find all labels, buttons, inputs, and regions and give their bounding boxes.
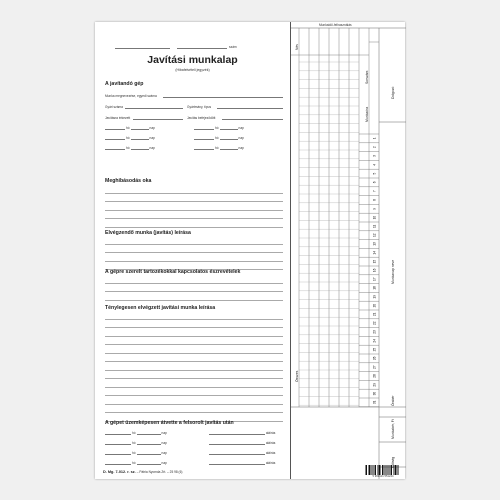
field-received-line[interactable]	[133, 119, 183, 120]
handover-row-4[interactable]: hó nap aláírás	[105, 460, 283, 465]
day-number: 7	[372, 190, 377, 193]
day-label: nap	[238, 136, 244, 140]
field-factory-label: Gyári száma	[105, 105, 123, 109]
day-number: 19	[372, 295, 377, 299]
barcode-bar	[395, 465, 396, 475]
signature-label: aláírás	[265, 431, 276, 435]
field-manufacturer-label: Gyártmány, típus	[187, 105, 212, 109]
number-line-1	[115, 48, 170, 49]
time-usage-panel	[290, 22, 406, 479]
field-factory-line[interactable]	[125, 108, 183, 109]
day-number: 31	[372, 400, 377, 405]
day-number: 3	[372, 155, 377, 157]
barcode-bar	[382, 465, 383, 475]
page-subtitle: (Hibafelvételi jegyzék)	[175, 68, 210, 72]
handover-row-1[interactable]: hó nap aláírás	[105, 430, 283, 435]
section-accessories-heading: A gépre szerelt tartozékokkal kapcsolatos észrevételek	[105, 269, 241, 275]
month-label: hó	[215, 136, 219, 140]
day-number: 13	[372, 242, 377, 246]
barcode-bar	[392, 465, 393, 475]
barcode-bar	[371, 465, 372, 475]
col-hours-label: Sorszám	[365, 70, 369, 84]
publisher-text: – Pátria Nyomda Zrt. – 25 98 (6)	[136, 470, 183, 474]
form-code: D. Mg. 7-012. r. sz.	[103, 470, 136, 474]
accessories-lines[interactable]	[105, 275, 283, 301]
time-usage-grid	[291, 22, 406, 479]
day-number: 30	[372, 391, 377, 396]
field-completed-label: Javítás befejeződött	[187, 116, 216, 120]
day-number: 6	[372, 181, 377, 184]
day-label: nap	[238, 126, 244, 130]
barcode-bar	[386, 465, 387, 475]
barcode-bar	[397, 465, 398, 475]
day-number: 22	[372, 321, 377, 325]
section-work-heading: Elvégzendő munka (javítás) leírása	[105, 230, 191, 236]
barcode-bar	[368, 465, 369, 475]
day-number: 8	[372, 199, 377, 201]
date-row-1	[105, 125, 283, 130]
col-name-label: Név	[295, 43, 299, 50]
barcode-bar	[373, 465, 374, 475]
barcode-bar	[381, 465, 382, 475]
day-number: 20	[372, 303, 377, 308]
day-number: 14	[372, 251, 377, 255]
day-number: 23	[372, 330, 377, 334]
day-number: 18	[372, 286, 377, 290]
barcode-bar	[370, 465, 371, 475]
month-label: hó	[215, 146, 219, 150]
form-left-column	[95, 22, 290, 479]
col-munkaora-label: Munkaóra	[365, 106, 369, 122]
date-row-3	[105, 145, 283, 150]
barcode-bar	[373, 465, 374, 475]
day-number: 10	[372, 215, 377, 220]
field-name-label: Munka megnevezése, egyedi száma	[105, 94, 157, 98]
barcode-bar	[369, 465, 370, 475]
field-name-line[interactable]	[163, 97, 283, 98]
barcode-bar	[367, 465, 368, 475]
number-line-2	[177, 48, 227, 49]
barcode-bar	[366, 465, 367, 475]
day-number: 15	[372, 259, 377, 264]
day-label: nap	[149, 126, 155, 130]
day-number: 27	[372, 365, 377, 369]
time-usage-header: Munkaidő-felhasználás	[319, 23, 352, 27]
field-manufacturer-line[interactable]	[217, 108, 283, 109]
day-number: 29	[372, 383, 377, 387]
field-completed-line[interactable]	[222, 119, 283, 120]
form-sheet	[95, 22, 405, 479]
barcode-bar	[396, 465, 397, 475]
section-failure-heading: Meghibásodás oka	[105, 178, 152, 184]
month-label: hó	[126, 136, 130, 140]
number-label: szám	[229, 45, 237, 49]
day-number: 24	[372, 339, 377, 343]
day-number: 17	[372, 277, 377, 281]
day-number: 26	[372, 356, 377, 361]
day-label: nap	[149, 136, 155, 140]
side-koltseg-label: Költség	[391, 456, 395, 468]
barcode-number: 5 999101 551244	[372, 475, 394, 478]
day-number: 16	[372, 268, 377, 273]
section-actual-heading: Ténylegesen elvégzett javítási munka leírása	[105, 305, 216, 311]
day-number: 11	[372, 224, 377, 229]
barcode-bar	[389, 465, 390, 475]
day-number: 4	[372, 163, 377, 166]
day-number: 25	[372, 347, 377, 352]
month-label: hó	[126, 146, 130, 150]
barcode-bar	[374, 465, 375, 475]
barcode-bar	[389, 465, 390, 475]
side-dolgozo-label: Dolgozó	[391, 86, 395, 99]
barcode-bar	[383, 465, 384, 475]
barcode-bar	[393, 465, 394, 475]
day-number: 1	[372, 137, 377, 140]
work-lines[interactable]	[105, 236, 283, 270]
date-row-2	[105, 135, 283, 140]
barcode-bar	[370, 465, 371, 475]
day-number: 2	[372, 146, 377, 149]
month-label: hó	[126, 126, 130, 130]
failure-lines[interactable]	[105, 185, 283, 228]
side-munkanap-label: Munkanap neve	[391, 259, 395, 284]
barcode-bar	[384, 465, 385, 475]
month-label: hó	[215, 126, 219, 130]
day-number: 21	[372, 312, 377, 317]
day-number: 5	[372, 172, 377, 175]
barcode-bar	[380, 465, 381, 475]
day-label: nap	[238, 146, 244, 150]
barcode-bar	[385, 465, 386, 475]
barcode-bar	[365, 465, 366, 475]
side-ora-label: Órabér	[391, 395, 395, 406]
barcode-bar	[388, 465, 389, 475]
barcode-bar	[398, 465, 399, 475]
section-machine-heading: A javítandó gép	[105, 81, 144, 87]
day-number: 28	[372, 374, 377, 378]
barcode-bar	[385, 465, 386, 475]
side-munkabers-label: Munkabér, Ft	[391, 419, 395, 439]
handover-row-2[interactable]: hó nap aláírás	[105, 440, 283, 445]
barcode-bar	[398, 465, 399, 475]
barcode-bar	[390, 465, 391, 475]
day-label: nap	[149, 146, 155, 150]
field-received-label: Javításra érkezett	[105, 116, 131, 120]
barcode-bar	[394, 465, 395, 475]
day-number: 9	[372, 207, 377, 210]
day-number: 12	[372, 233, 377, 237]
section-handover-heading: A gépet üzemképesen átvette a felsorolt javítás után	[105, 420, 234, 426]
barcode-bar	[376, 465, 377, 475]
form-footer	[103, 470, 182, 474]
handover-row-3[interactable]: hó nap aláírás	[105, 450, 283, 455]
barcode-bar	[379, 465, 380, 475]
barcode-bar	[391, 465, 392, 475]
barcode-image	[365, 465, 399, 475]
page-title: Javítási munkalap	[147, 54, 238, 66]
barcode-bar	[375, 465, 376, 475]
col-osszes-label: Összes	[295, 370, 299, 382]
actual-lines[interactable]	[105, 311, 283, 422]
barcode-bar	[377, 465, 378, 475]
barcode-bar	[378, 465, 379, 475]
